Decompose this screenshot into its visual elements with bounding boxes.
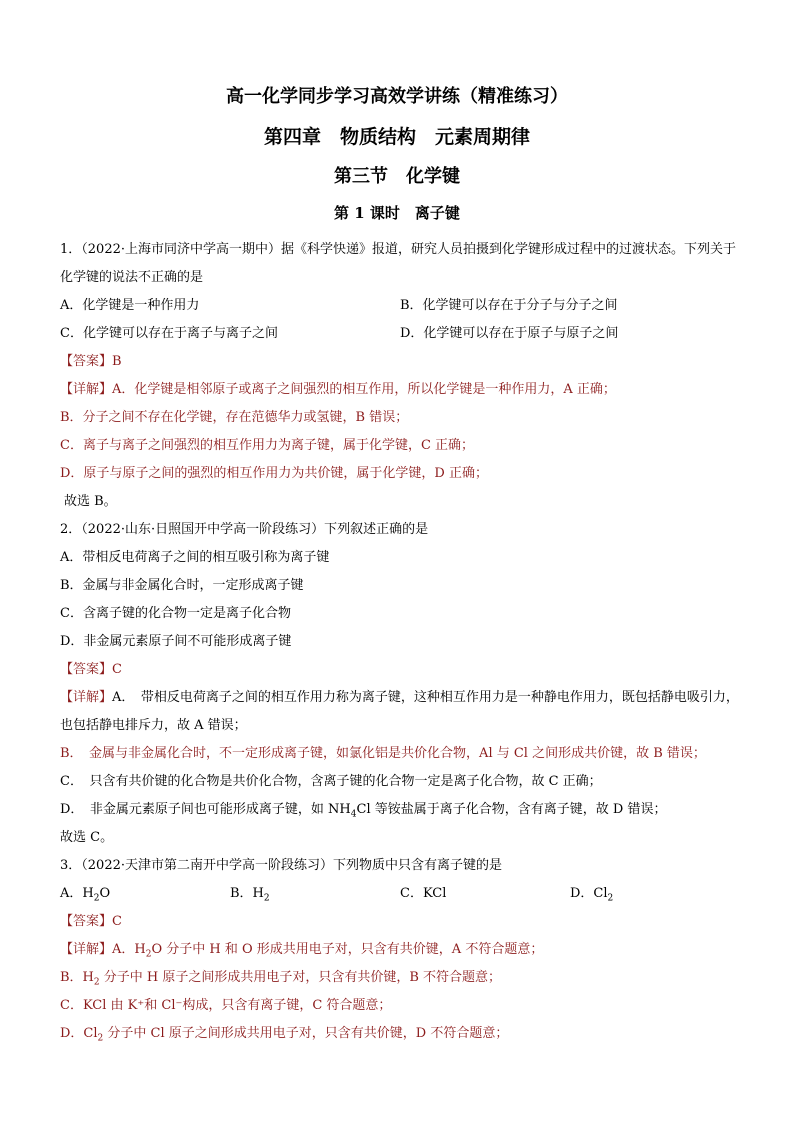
- question-1-option-c: C．化学键可以存在于离子与离子之间: [60, 326, 278, 341]
- subscript: 2: [93, 977, 100, 988]
- detail-text: D． 非金属元素原子间也可能形成离子键，如 NH: [60, 802, 351, 817]
- question-1-detail-a: [60, 376, 740, 404]
- question-2-detail-a: [60, 684, 740, 740]
- lesson-title: 第 1 课时 离子键: [334, 204, 460, 222]
- detail-text: A．化学键是相邻原子或离子之间强烈的相互作用，所以化学键是一种作用力，A 正确；: [112, 382, 616, 397]
- question-3-detail-b: [60, 964, 740, 992]
- question-2-option-a: A．带相反电荷离子之间的相互吸引称为离子键: [60, 550, 330, 565]
- question-3-stem: 3．（2022·天津市第二南开中学高一阶段练习）下列物质中只含有离子键的是: [60, 858, 502, 873]
- option-text: A．H: [60, 886, 94, 901]
- option-text: D．Cl: [570, 886, 608, 901]
- question-1-option-a: A．化学键是一种作用力: [60, 298, 200, 313]
- question-1-option-b: B．化学键可以存在于分子与分子之间: [400, 298, 618, 313]
- question-2-detail-c: C． 只含有共价键的化合物是共价化合物，含离子键的化合物一定是离子化合物，故 C 正确；: [60, 774, 602, 789]
- question-1-detail-c: C．离子与离子之间强烈的相互作用力为离子键，属于化学键，C 正确；: [60, 438, 475, 453]
- detail-text: B．H: [60, 970, 94, 985]
- question-3-option-d: [570, 880, 740, 908]
- question-2-option-d: D．非金属元素原子间不可能形成离子键: [60, 634, 292, 649]
- chapter-title: 第四章 物质结构 元素周期律: [263, 126, 530, 148]
- main-title: 高一化学同步学习高效学讲练（精准练习）: [226, 86, 568, 107]
- question-3-option-c: C．KCl: [400, 886, 447, 901]
- option-text: B．H: [230, 886, 264, 901]
- question-1-detail-b: B．分子之间不存在化学键，存在范德华力或氢键，B 错误；: [60, 410, 409, 425]
- question-3-detail-a: [60, 936, 740, 964]
- question-3-option-b: [230, 880, 400, 908]
- subscript: 2: [607, 893, 614, 904]
- question-1-options-row2: [60, 320, 740, 348]
- question-2-option-c: C．含离子键的化合物一定是离子化合物: [60, 606, 291, 621]
- document-body: [60, 236, 740, 1048]
- answer-value: B: [112, 354, 122, 369]
- detail-text: Cl 等铵盐属于离子化合物，含有离子键，故 D 错误；: [356, 802, 667, 817]
- detail-label: 【详解】: [60, 942, 113, 957]
- question-3-option-a: [60, 880, 230, 908]
- detail-text: 分子中 H 原子之间形成共用电子对，只含有共价键，B 不符合题意；: [99, 970, 502, 985]
- question-1-options-row1: [60, 292, 740, 320]
- detail-label: 【详解】: [60, 382, 113, 397]
- question-1-option-d: D．化学键可以存在于原子与原子之间: [400, 326, 619, 341]
- question-2-conclusion: 故选 C。: [60, 830, 114, 845]
- detail-text: O 分子中 H 和 O 形成共用电子对，只含有共价键，A 不符合题意；: [151, 942, 544, 957]
- answer-label: 【答案】: [60, 354, 113, 369]
- detail-text: A．H: [112, 942, 146, 957]
- question-1-stem: 1．（2022·上海市同济中学高一期中）据《科学快递》报道，研究人员拍摄到化学键形成过程中的过渡状态。下列关于化学键的说法不正确的是: [60, 242, 736, 285]
- subscript: 2: [145, 949, 152, 960]
- question-2-detail-b: B． 金属与非金属化合时，不一定形成离子键，如氯化铝是共价化合物，Al 与 Cl 之间形成共价键，故 B 错误；: [60, 746, 706, 761]
- answer-label: 【答案】: [60, 662, 113, 677]
- answer-value: C: [112, 662, 122, 677]
- question-1-answer: [60, 348, 740, 376]
- detail-label: 【详解】: [60, 690, 113, 705]
- question-3-answer: [60, 908, 740, 936]
- question-2-answer: [60, 656, 740, 684]
- answer-label: 【答案】: [60, 914, 113, 929]
- detail-text: D．Cl: [60, 1026, 98, 1041]
- detail-text: A． 带相反电荷离子之间的相互作用力称为离子键，这种相互作用力是一种静电作用力，既包括静电吸引力，也包括静电排斥力，故 A 错误；: [60, 690, 739, 733]
- section-title: 第三节 化学键: [334, 166, 460, 187]
- question-1-conclusion: 故选 B。: [64, 494, 117, 509]
- question-1-detail-d: D．原子与原子之间的强烈的相互作用力为共价键，属于化学键，D 正确；: [60, 466, 488, 481]
- question-3-detail-c: C．KCl 由 K⁺和 Cl⁻构成，只含有离子键，C 符合题意；: [60, 998, 392, 1013]
- answer-value: C: [112, 914, 122, 929]
- question-3-detail-d: [60, 1020, 740, 1048]
- subscript: 4: [350, 809, 357, 820]
- detail-text: 分子中 Cl 原子之间形成共用电子对，只含有共价键，D 不符合题意；: [103, 1026, 509, 1041]
- subscript: 2: [97, 1033, 104, 1044]
- option-text: O: [99, 886, 111, 901]
- question-2-stem: 2．（2022·山东·日照国开中学高一阶段练习）下列叙述正确的是: [60, 522, 429, 537]
- question-2-detail-d: [60, 796, 740, 824]
- question-2-option-b: B．金属与非金属化合时，一定形成离子键: [60, 578, 304, 593]
- subscript: 2: [263, 893, 270, 904]
- question-3-options: [60, 880, 740, 908]
- subscript: 2: [93, 893, 100, 904]
